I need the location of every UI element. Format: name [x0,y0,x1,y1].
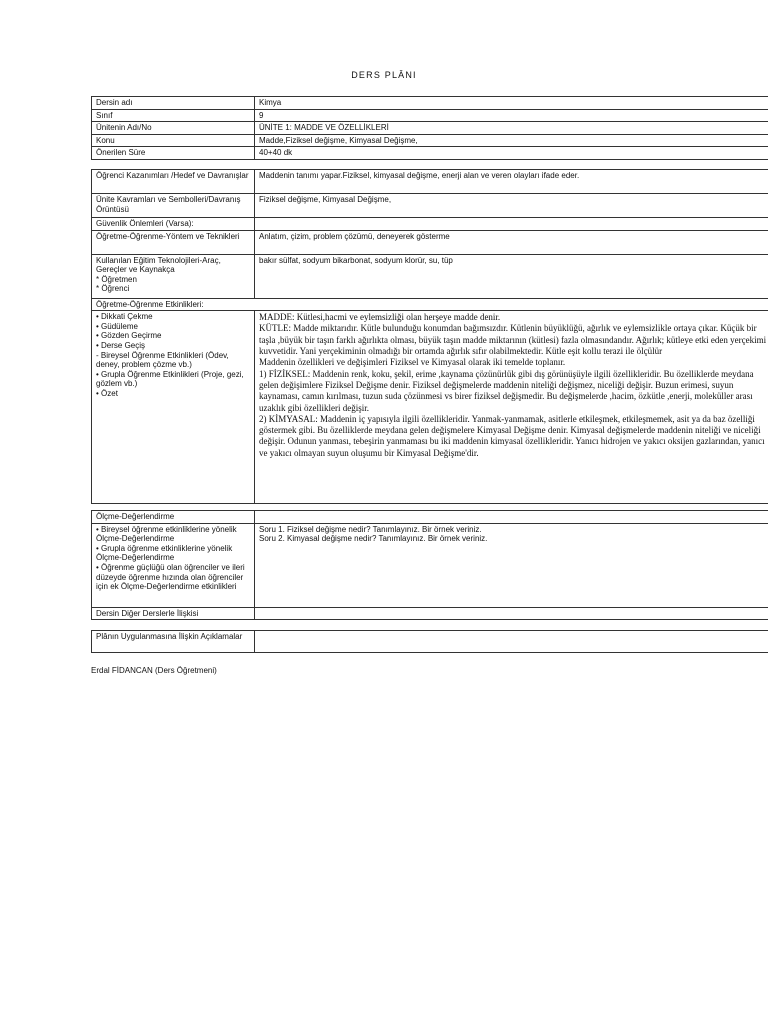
label-cell: Konu [92,134,255,147]
course-info-table [91,96,768,160]
table-row [92,134,768,147]
list-item: • Özet [96,388,118,398]
value-cell: Maddenin tanımı yapar.Fiziksel, kimyasal değişme, enerji alan ve veren olayları ifade eder. [255,170,768,194]
table-row [92,230,768,254]
table-row [92,298,768,311]
label-cell: Dersin Diğer Derslerle İlişkisi [92,607,255,620]
table-row [92,511,768,524]
table-row [92,194,768,218]
activities-header: Öğretme-Öğrenme Etkinlikleri: [92,298,768,311]
value-cell: Madde,Fiziksel değişme, Kimyasal Değişme, [255,134,768,147]
value-cell [255,523,768,607]
list-item: • Öğrenme güçlüğü olan öğrenciler ve ileri düzeyde öğrenme hızında olan öğrenciler için ek Ölçme-Değerlendirme etkinlikleri [96,562,245,592]
table-row [92,631,768,653]
label-cell: Plânın Uygulanmasına İlişkin Açıklamalar [92,631,255,653]
evaluation-table [91,510,768,620]
label-cell: Sınıf [92,109,255,122]
content-paragraph: KÜTLE: Madde miktarıdır. Kütle bulunduğu konumdan bağımsızdır. Kütlenin büyüklüğü, ağırlık ve eylemsizlikle ortaya çıkar. Küçük bir taşla ,büyük bir taşın farklı ağırlıkta olması, büyük taşın madde miktarının (kütlesi) fazla olmasındandır. Ağırlık; kütleye etki eden yerçekimi kuvvetidir. Yani yerçekiminin olmadığı bir ortamda ağırlık sıfır olabilmektedir. Kütle eşit kollu terazi ile ölçülür [259,323,767,357]
list-item: • Bireysel öğrenme etkinliklerine yönelik Ölçme-Değerlendirme [96,524,237,544]
list-item: - Bireysel Öğrenme Etkinlikleri (Ödev, deney, problem çözme vb.) [96,350,229,370]
value-cell: ÜNİTE 1: MADDE VE ÖZELLİKLERİ [255,122,768,135]
label-cell: Öğretme-Öğrenme-Yöntem ve Teknikleri [92,230,255,254]
label-cell: Dersin adı [92,97,255,110]
label-cell [92,523,255,607]
activity-list [96,312,250,398]
value-cell: Kimya [255,97,768,110]
value-cell [255,511,768,524]
table-row [92,311,768,504]
list-item: • Dikkati Çekme [96,312,153,322]
list-item: • Gözden Geçirme [96,331,162,341]
evaluation-list [96,525,250,592]
lesson-content-cell [255,311,768,504]
list-item: • Güdüleme [96,321,138,331]
value-cell: Fiziksel değişme, Kimyasal Değişme, [255,194,768,218]
value-cell [255,607,768,620]
list-item: • Derse Geçiş [96,340,146,350]
value-cell: 9 [255,109,768,122]
content-paragraph: 2) KİMYASAL: Maddenin iç yapısıyla ilgili özellikleridir. Yanmak-yanmamak, asitlerle etkileşmek, etkileşmemek, asit ya da baz özelliği göstermek gibi. Bu özelliklerde meydana gelen değişmelere Kimyasal Değişme denir. Kimyasal değişmelerde maddenin niteliği ve niceliği değişir. Odunun yanması, tebeşirin yanmaması bu iki maddenin kimyasal özellikleridir. Yanıcı hidrojen ve yakıcı oksijen gazlarından, yanıcı ve yakıcı olmayan suyun oluşumu bir Kimyasal Değişme'dir. [259,413,765,458]
label-cell: Önerilen Süre [92,147,255,160]
table-row [92,122,768,135]
page-title: DERS PLÂNI [351,70,417,80]
label-cell: Öğrenci Kazanımları /Hedef ve Davranışlar [92,170,255,194]
tools-student-label: * Öğrenci [96,284,130,294]
value-cell: bakır sülfat, sodyum bikarbonat, sodyum klorür, su, tüp [255,254,768,298]
table-row [92,147,768,160]
table-row [92,523,768,607]
table-row [92,218,768,231]
question-text: Soru 2. Kimyasal değişme nedir? Tanımlayınız. Bir örnek veriniz. [259,534,488,544]
tools-teacher-label: * Öğretmen [96,274,137,284]
table-row [92,607,768,620]
label-cell [92,311,255,504]
value-cell [255,218,768,231]
notes-table [91,630,768,653]
value-cell: Anlatım, çizim, problem çözümü, deneyerek gösterme [255,230,768,254]
table-row [92,109,768,122]
table-row [92,170,768,194]
teacher-signature: Erdal FİDANCAN (Ders Öğretmeni) [91,666,217,675]
table-row [92,254,768,298]
tools-label: Kullanılan Eğitim Teknolojileri-Araç, Gereçler ve Kaynakça [96,255,221,275]
label-cell [92,254,255,298]
question-text: Soru 1. Fiziksel değişme nedir? Tanımlayınız. Bir örnek veriniz. [259,524,482,534]
content-paragraph: Maddenin özellikleri ve değişimleri Fiziksel ve Kimyasal olarak iki temelde toplanır. [259,357,566,368]
list-item: • Grupla Öğrenme Etkinlikleri (Proje, gezi, gözlem vb.) [96,369,244,389]
value-cell [255,631,768,653]
label-cell: Ünite Kavramları ve Sembolleri/Davranış Örüntüsü [92,194,255,218]
label-cell: Ölçme-Değerlendirme [92,511,255,524]
list-item: • Grupla öğrenme etkinliklerine yönelik Ölçme-Değerlendirme [96,543,233,563]
label-cell: Güvenlik Önlemleri (Varsa): [92,218,255,231]
content-paragraph: 1) FİZİKSEL: Maddenin renk, koku, şekil, erime ,kaynama çözünürlük gibi dış görünüşüyle ilgili özellikleridir. Bu özelliklerde meydana gelen değişimlere Fiziksel Değişme denir. Fiziksel değişmelerde maddenin niteliği değişmez, niceliği değişir. Buzun erimesi, suyun kaynaması, camın kırılması, tuzun suda çözünmesi vs birer fiziksel değişmedir. Bu değişmelerde ,hacim, özkütle ,enerji, moleküller arası uzaklık gibi özellikleri değişir. [259,368,754,413]
activities-table [91,169,768,504]
content-paragraph: MADDE: Kütlesi,hacmi ve eylemsizliği olan herşeye madde denir. [259,312,501,323]
label-cell: Ünitenin Adı/No [92,122,255,135]
value-cell: 40+40 dk [255,147,768,160]
table-row [92,97,768,110]
